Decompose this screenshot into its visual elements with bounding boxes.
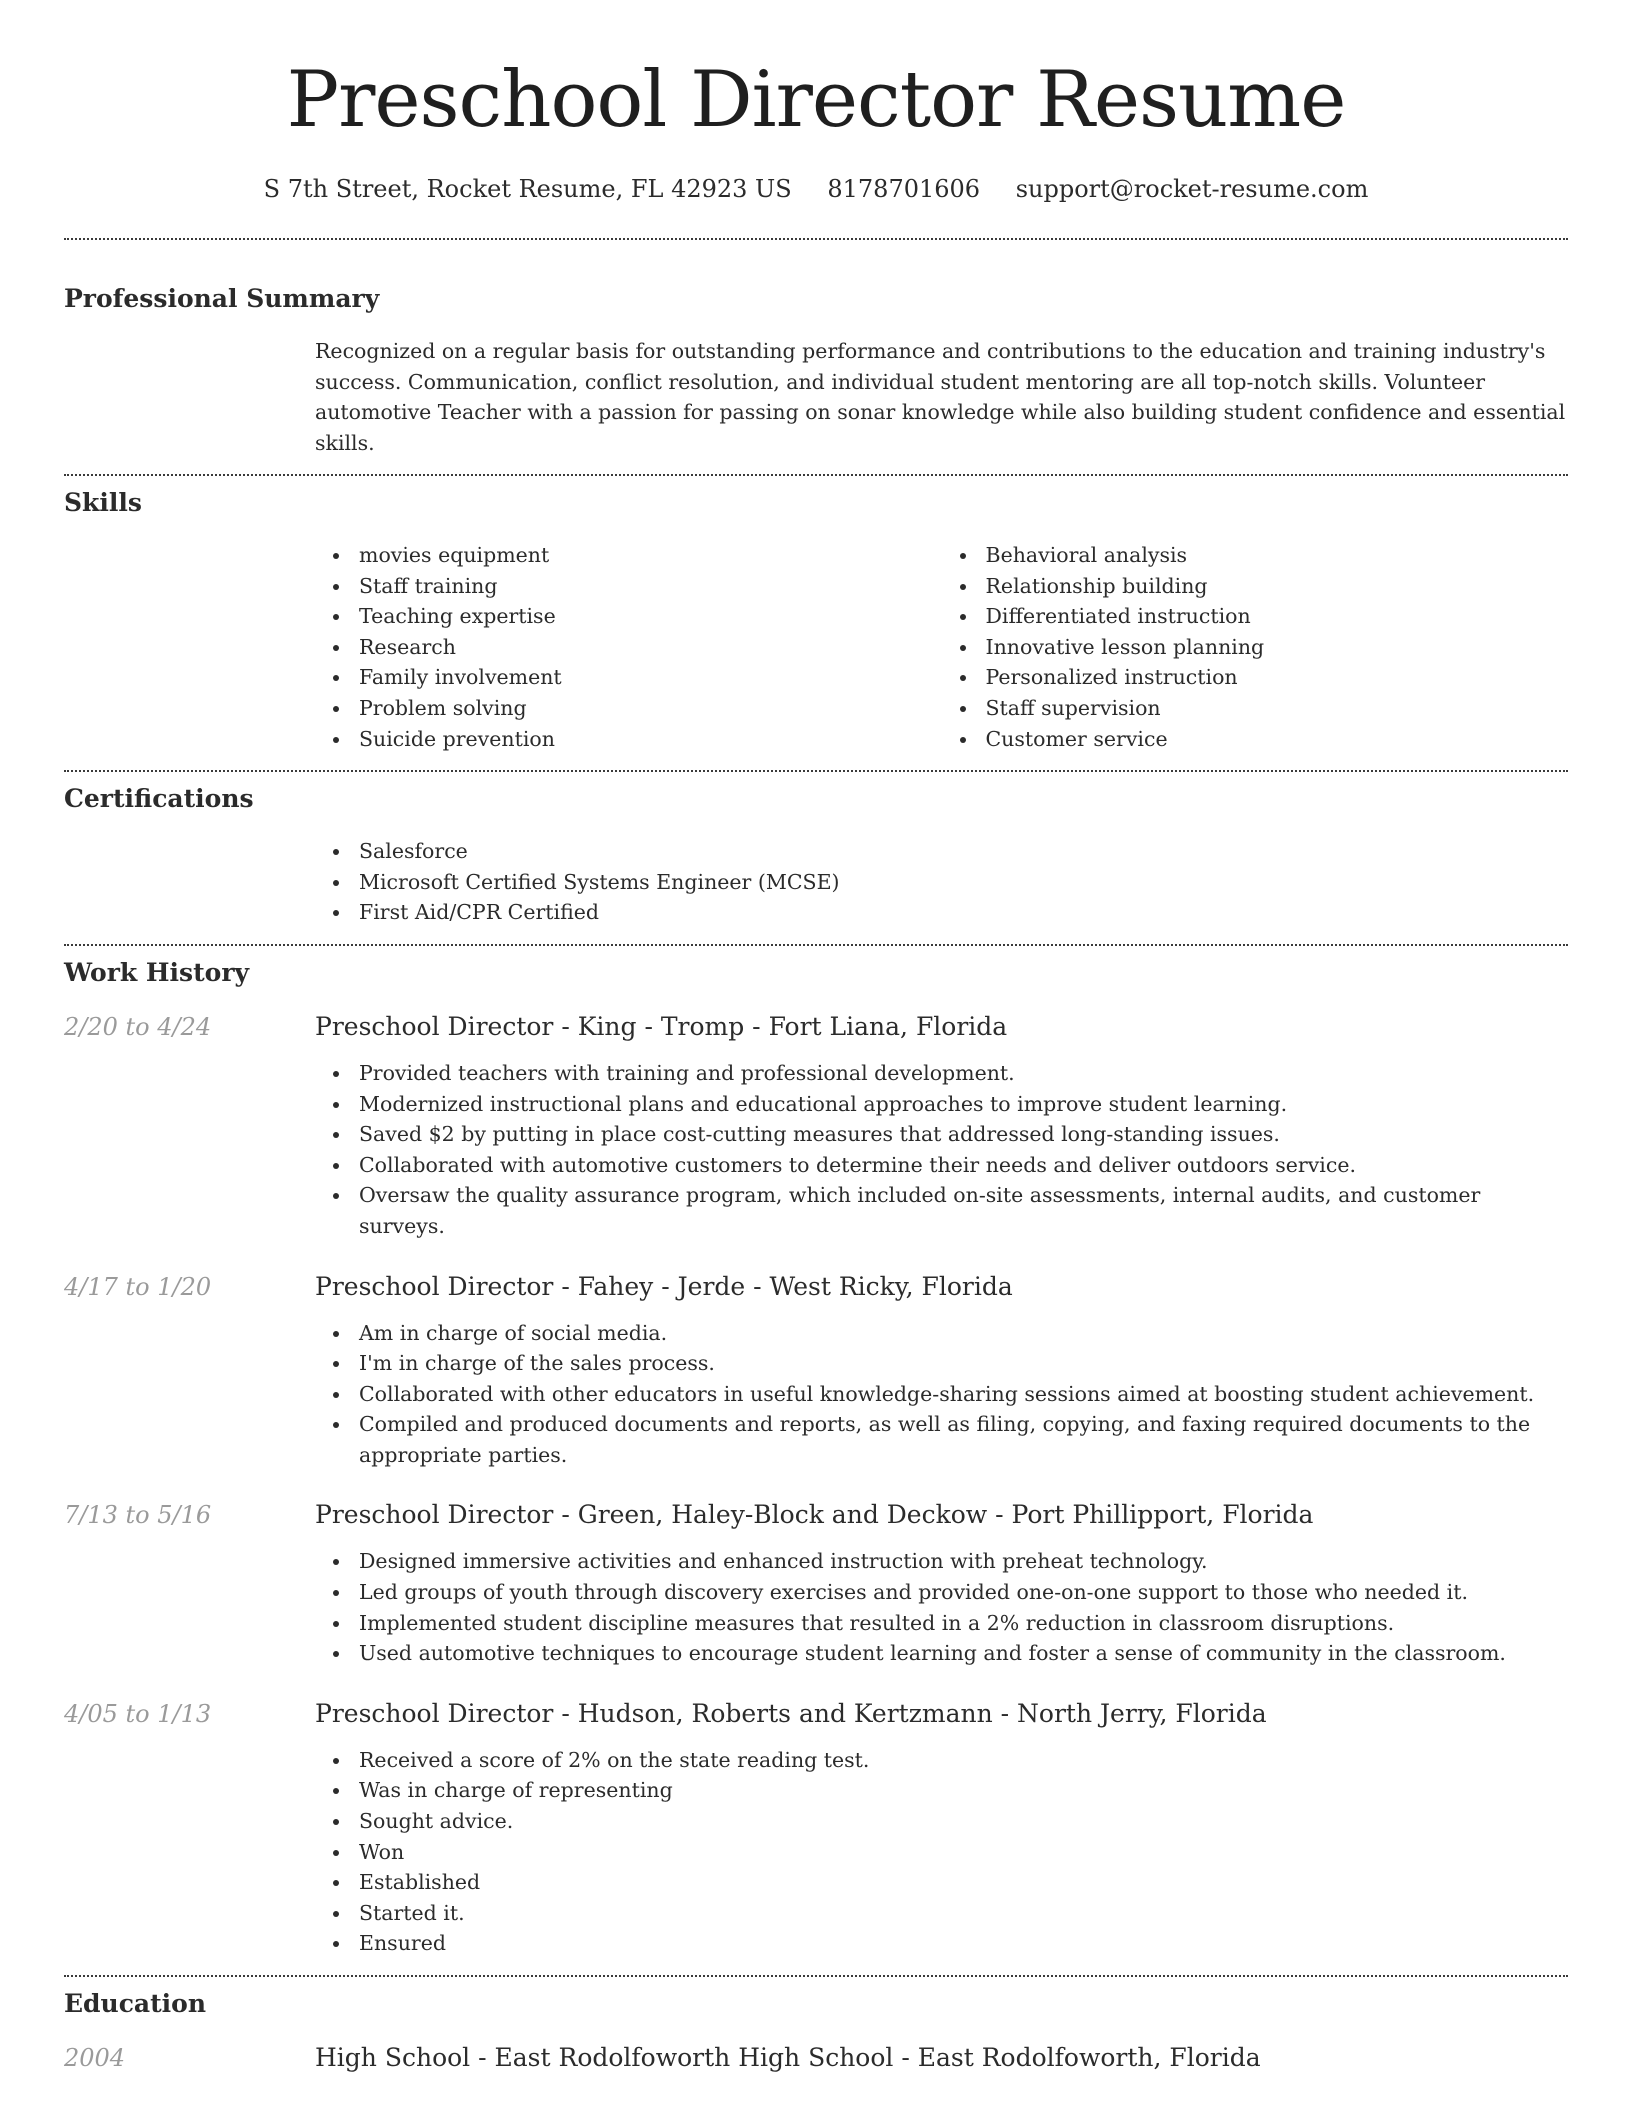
job-details bbox=[315, 1745, 1568, 1959]
work-history-heading: Work History bbox=[64, 957, 250, 987]
work-history-section bbox=[64, 956, 1568, 1959]
list-item: Won bbox=[359, 1837, 1568, 1868]
job-title: Preschool Director - King - Tromp - Fort Liana, Florida bbox=[315, 1011, 1008, 1041]
job-entry bbox=[64, 1697, 1568, 1959]
job-details bbox=[315, 1318, 1568, 1471]
list-item: Family involvement bbox=[359, 662, 942, 693]
list-item: Teaching expertise bbox=[359, 601, 942, 632]
section-divider bbox=[64, 944, 1568, 946]
job-bullets bbox=[315, 1318, 1568, 1471]
list-item: Collaborated with automotive customers to determine their needs and deliver outdoors service. bbox=[359, 1150, 1568, 1181]
list-item: Staff supervision bbox=[986, 693, 1569, 724]
job-bullets bbox=[315, 1546, 1568, 1668]
contact-address: S 7th Street, Rocket Resume, FL 42923 US bbox=[263, 175, 792, 203]
certifications-heading: Certifications bbox=[64, 784, 254, 814]
list-item: Am in charge of social media. bbox=[359, 1318, 1568, 1349]
list-item: Differentiated instruction bbox=[986, 601, 1569, 632]
resume-title: Preschool Director Resume bbox=[286, 55, 1346, 145]
list-item: Established bbox=[359, 1867, 1568, 1898]
list-item: Staff training bbox=[359, 571, 942, 602]
education-date: 2004 bbox=[64, 2044, 126, 2072]
resume-header bbox=[64, 0, 1568, 206]
certifications-content bbox=[315, 836, 1568, 928]
summary-content bbox=[315, 336, 1568, 458]
job-header bbox=[64, 1270, 1568, 1304]
job-bullets bbox=[315, 1058, 1568, 1242]
contact-info bbox=[64, 172, 1568, 206]
job-title: Preschool Director - Fahey - Jerde - West Ricky, Florida bbox=[315, 1271, 1013, 1301]
job-entry bbox=[64, 1498, 1568, 1668]
job-header bbox=[64, 1498, 1568, 1532]
skills-heading: Skills bbox=[64, 488, 142, 517]
list-item: Collaborated with other educators in useful knowledge-sharing sessions aimed at boosting student achievement. bbox=[359, 1379, 1568, 1410]
education-title: High School - East Rodolfoworth High School - East Rodolfoworth, Florida bbox=[315, 2043, 1261, 2072]
list-item: Designed immersive activities and enhanced instruction with preheat technology. bbox=[359, 1546, 1568, 1577]
list-item: Sought advice. bbox=[359, 1806, 1568, 1837]
education-entry bbox=[64, 2041, 1568, 2075]
job-entry bbox=[64, 1270, 1568, 1471]
contact-phone: 8178701606 bbox=[827, 175, 981, 203]
skills-grid bbox=[315, 540, 1568, 754]
job-bullets bbox=[315, 1745, 1568, 1959]
list-item: Suicide prevention bbox=[359, 724, 942, 755]
list-item: Led groups of youth through discovery exercises and provided one-on-one support to those who needed it. bbox=[359, 1577, 1568, 1608]
list-item: Implemented student discipline measures that resulted in a 2% reduction in classroom disruptions. bbox=[359, 1608, 1568, 1639]
section-divider bbox=[64, 1975, 1568, 1977]
section-divider bbox=[64, 238, 1568, 240]
list-item: Saved $2 by putting in place cost-cutting measures that addressed long-standing issues. bbox=[359, 1119, 1568, 1150]
summary-section bbox=[64, 282, 1568, 458]
list-item: Was in charge of representing bbox=[359, 1775, 1568, 1806]
job-entry bbox=[64, 1010, 1568, 1242]
list-item: Modernized instructional plans and educational approaches to improve student learning. bbox=[359, 1089, 1568, 1120]
job-header bbox=[64, 1697, 1568, 1731]
job-details bbox=[315, 1058, 1568, 1242]
list-item: Received a score of 2% on the state reading test. bbox=[359, 1745, 1568, 1776]
education-heading: Education bbox=[64, 1989, 207, 2018]
list-item: First Aid/CPR Certified bbox=[359, 897, 1568, 928]
resume-page bbox=[64, 0, 1568, 2075]
skills-list-left bbox=[315, 540, 942, 754]
job-title: Preschool Director - Hudson, Roberts and Kertzmann - North Jerry, Florida bbox=[315, 1698, 1267, 1728]
list-item: Salesforce bbox=[359, 836, 1568, 867]
summary-text: Recognized on a regular basis for outstanding performance and contributions to the education and training industry's success. Communication, conflict resolution, and individual student mentoring are all top-notch skills. Volunteer automotive Teacher with a passion for passing on sonar knowledge while also building student confidence and essential skills. bbox=[315, 339, 1566, 455]
contact-email: support@rocket-resume.com bbox=[1015, 175, 1369, 203]
list-item: Compiled and produced documents and reports, as well as filing, copying, and faxing required documents to the appropriate parties. bbox=[359, 1409, 1568, 1470]
list-item: Innovative lesson planning bbox=[986, 632, 1569, 663]
certifications-list bbox=[315, 836, 1568, 928]
section-divider bbox=[64, 770, 1568, 772]
job-date: 4/05 to 1/13 bbox=[64, 1699, 212, 1728]
section-divider bbox=[64, 474, 1568, 476]
list-item: Microsoft Certified Systems Engineer (MCSE) bbox=[359, 867, 1568, 898]
job-header bbox=[64, 1010, 1568, 1044]
job-details bbox=[315, 1546, 1568, 1668]
education-header bbox=[64, 2041, 1568, 2075]
list-item: I'm in charge of the sales process. bbox=[359, 1348, 1568, 1379]
job-date: 2/20 to 4/24 bbox=[64, 1012, 212, 1041]
job-date: 7/13 to 5/16 bbox=[64, 1501, 212, 1530]
list-item: Problem solving bbox=[359, 693, 942, 724]
education-section bbox=[64, 1987, 1568, 2075]
list-item: Provided teachers with training and professional development. bbox=[359, 1058, 1568, 1089]
certifications-section bbox=[64, 782, 1568, 928]
list-item: Used automotive techniques to encourage student learning and foster a sense of community in the classroom. bbox=[359, 1638, 1568, 1669]
list-item: Customer service bbox=[986, 724, 1569, 755]
list-item: Personalized instruction bbox=[986, 662, 1569, 693]
summary-heading: Professional Summary bbox=[64, 284, 380, 313]
job-title: Preschool Director - Green, Haley-Block and Deckow - Port Phillipport, Florida bbox=[315, 1500, 1314, 1530]
list-item: Started it. bbox=[359, 1898, 1568, 1929]
list-item: Behavioral analysis bbox=[986, 540, 1569, 571]
list-item: Research bbox=[359, 632, 942, 663]
skills-section bbox=[64, 486, 1568, 754]
skills-list-right bbox=[942, 540, 1569, 754]
list-item: movies equipment bbox=[359, 540, 942, 571]
job-date: 4/17 to 1/20 bbox=[64, 1272, 212, 1301]
list-item: Oversaw the quality assurance program, which included on-site assessments, internal audits, and customer surveys. bbox=[359, 1180, 1568, 1241]
list-item: Relationship building bbox=[986, 571, 1569, 602]
list-item: Ensured bbox=[359, 1928, 1568, 1959]
